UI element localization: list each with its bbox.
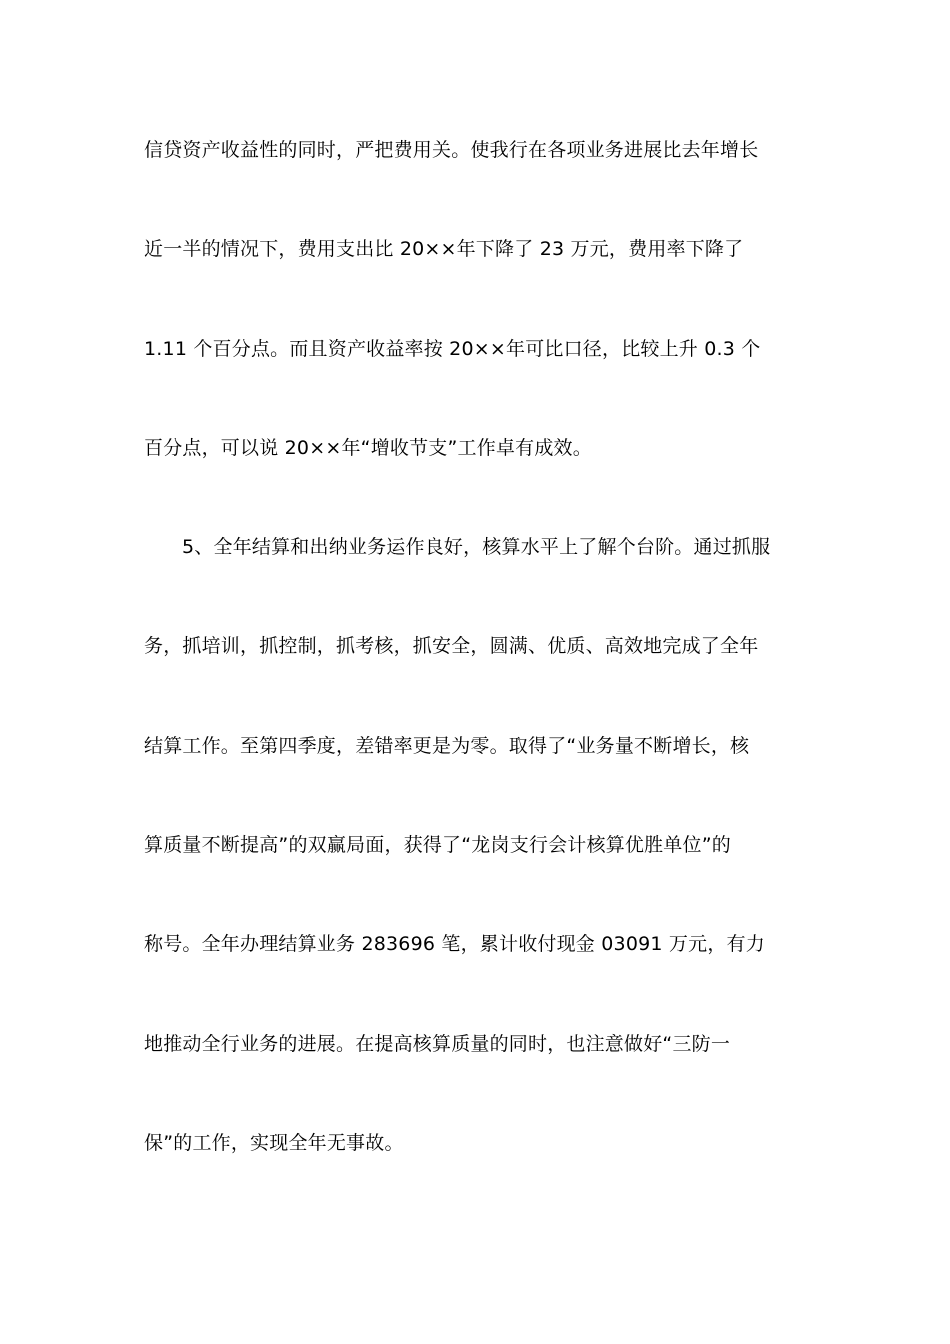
text-line-7: 结算工作。至第四季度，差错率更是为零。取得了“业务量不断增长，核 [144,735,750,757]
text-line-10: 地推动全行业务的进展。在提高核算质量的同时，也注意做好“三防一 [144,1033,731,1055]
text-line-3: 1.11 个百分点。而且资产收益率按 20××年可比口径，比较上升 0.3 个 [144,338,761,360]
text-line-8: 算质量不断提高”的双赢局面，获得了“龙岗支行会计核算优胜单位”的 [144,834,731,856]
text-line-1: 信贷资产收益性的同时，严把费用关。使我行在各项业务进展比去年增长 [144,139,759,161]
text-line-4: 百分点，可以说 20××年“增收节支”工作卓有成效。 [144,437,592,459]
text-line-5-paragraph-start: 5、全年结算和出纳业务运作良好，核算水平上了解个台阶。通过抓服 [182,536,771,558]
text-line-2: 近一半的情况下，费用支出比 20××年下降了 23 万元，费用率下降了 [144,238,744,260]
text-line-11: 保”的工作，实现全年无事故。 [144,1132,404,1154]
text-line-9: 称号。全年办理结算业务 283696 笔，累计收付现金 03091 万元，有力 [144,933,765,955]
text-line-6: 务，抓培训，抓控制，抓考核，抓安全，圆满、优质、高效地完成了全年 [144,635,759,657]
